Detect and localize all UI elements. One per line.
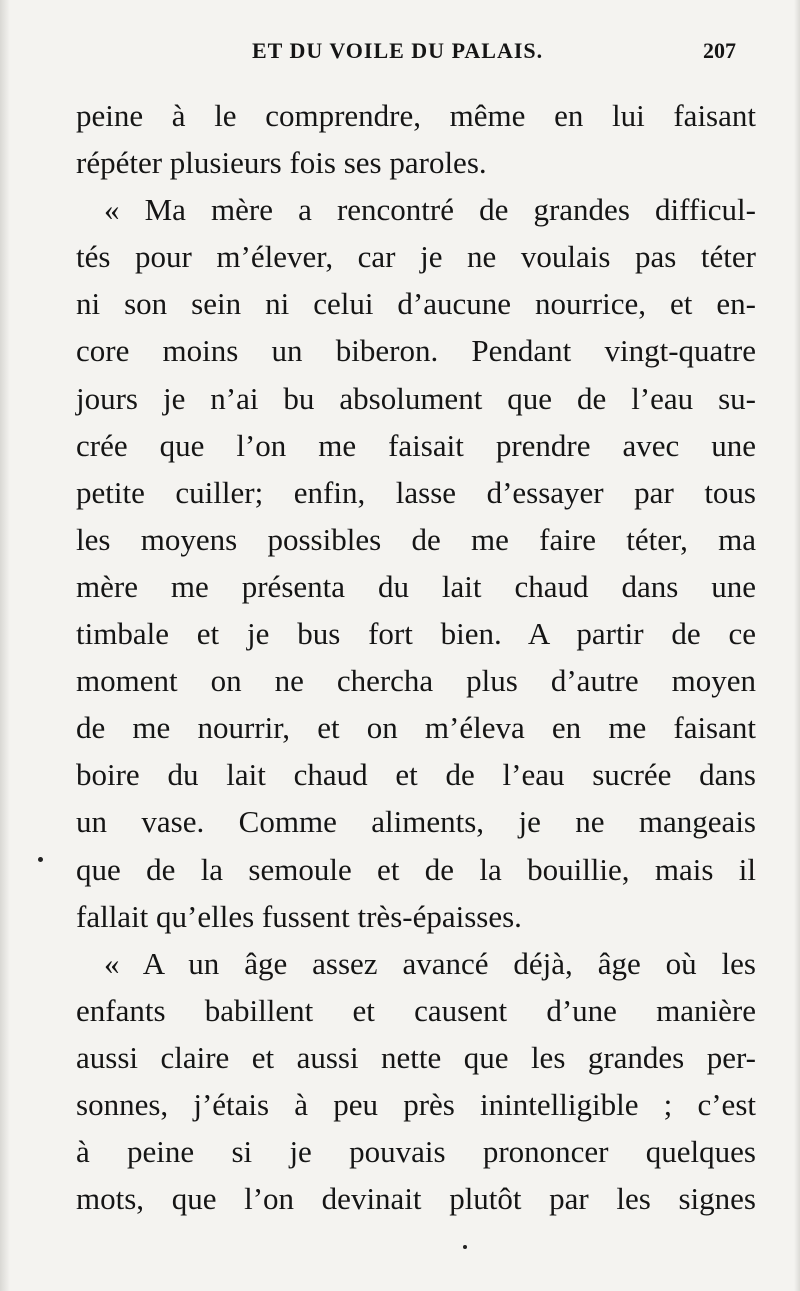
text-line: mère me présenta du lait chaud dans une	[76, 568, 756, 604]
page-edge-right	[794, 0, 800, 1291]
text-line: petite cuiller; enfin, lasse d’essayer par tous	[76, 474, 756, 510]
text-line: de me nourrir, et on m’éleva en me faisant	[76, 710, 756, 746]
text-line: les moyens possibles de me faire téter, ma	[76, 521, 756, 557]
text-line: « Ma mère a rencontré de grandes difficul-	[104, 192, 756, 228]
text-line: aussi claire et aussi nette que les grandes per-	[76, 1039, 756, 1075]
text-line: fallait qu’elles fussent très-épaisses.	[76, 898, 522, 934]
text-line: boire du lait chaud et de l’eau sucrée dans	[76, 757, 756, 793]
page-edge-left	[0, 0, 10, 1291]
text-line: timbale et je bus fort bien. A partir de ce	[76, 616, 756, 652]
running-title: ET DU VOILE DU PALAIS.	[252, 38, 544, 63]
text-line: crée que l’on me faisait prendre avec une	[76, 427, 756, 463]
ink-speck	[463, 1245, 467, 1249]
text-line: que de la semoule et de la bouillie, mais il	[76, 851, 756, 887]
text-line: tés pour m’élever, car je ne voulais pas téter	[76, 239, 756, 275]
text-line: enfants babillent et causent d’une manière	[76, 992, 756, 1028]
text-line: à peine si je pouvais prononcer quelques	[76, 1134, 756, 1170]
text-line: moment on ne chercha plus d’autre moyen	[76, 663, 756, 699]
text-line: un vase. Comme aliments, je ne mangeais	[76, 804, 756, 840]
text-line: « A un âge assez avancé déjà, âge où les	[104, 945, 756, 981]
text-line: peine à le comprendre, même en lui faisant	[76, 98, 756, 133]
body-text	[76, 92, 756, 1222]
text-line: jours je n’ai bu absolument que de l’eau su-	[76, 380, 756, 416]
text-line: répéter plusieurs fois ses paroles.	[76, 145, 487, 181]
text-line: core moins un biberon. Pendant vingt-quatre	[76, 333, 756, 369]
text-line: mots, que l’on devinait plutôt par les signes	[76, 1181, 756, 1217]
ink-speck	[38, 857, 43, 862]
text-line: sonnes, j’étais à peu près inintelligible ; c’est	[76, 1086, 756, 1122]
page-number: 207	[703, 38, 736, 63]
text-line: ni son sein ni celui d’aucune nourrice, et en-	[76, 286, 756, 322]
